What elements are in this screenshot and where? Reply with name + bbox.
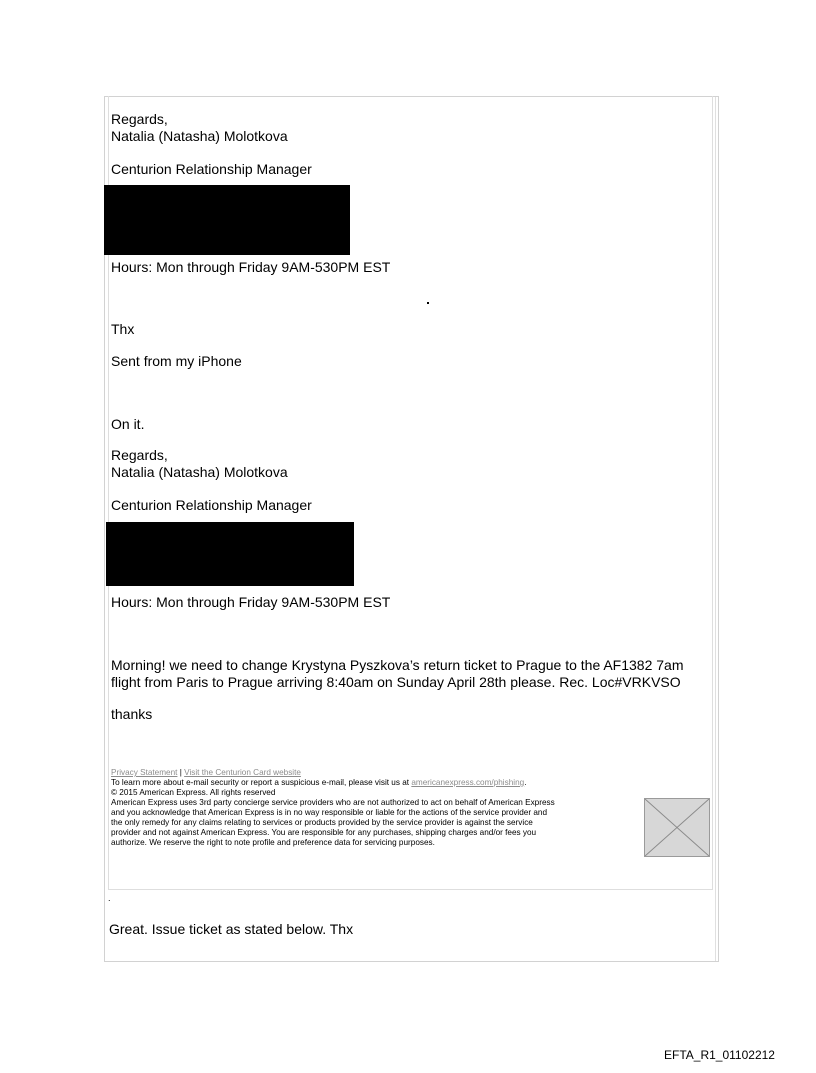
broken-image-icon — [645, 799, 709, 856]
request-text-line-2: flight from Paris to Prague arriving 8:40am on Sunday April 28th please. Rec. Loc#VRKVSO — [111, 674, 681, 690]
regards-text-1: Regards, — [111, 111, 168, 127]
phishing-link[interactable]: americanexpress.com/phishing — [411, 778, 525, 787]
on-it-text: On it. — [111, 416, 145, 432]
regards-text-2: Regards, — [111, 447, 168, 463]
sender-title-1: Centurion Relationship Manager — [111, 161, 312, 177]
link-separator: | — [177, 768, 185, 777]
sender-name-1: Natalia (Natasha) Molotkova — [111, 128, 288, 144]
disclaimer-line-1: American Express uses 3rd party concierge service providers who are not authorized to act on behalf of American Express — [111, 798, 555, 807]
reply-text: Great. Issue ticket as stated below. Thx — [109, 921, 354, 937]
footer-links-line — [111, 768, 301, 778]
hours-text-1: Hours: Mon through Friday 9AM-530PM EST — [111, 259, 391, 275]
hours-text-2: Hours: Mon through Friday 9AM-530PM EST — [111, 594, 391, 610]
copyright-text: © 2015 American Express. All rights reserved — [111, 788, 276, 797]
sender-title-2: Centurion Relationship Manager — [111, 497, 312, 513]
footer-security-line — [111, 778, 526, 788]
security-text: To learn more about e-mail security or report a suspicious e-mail, please visit us at — [111, 778, 412, 787]
sent-from-text: Sent from my iPhone — [111, 353, 242, 369]
disclaimer-line-2: and you acknowledge that American Express is in no way responsible or liable for the actions of the service provider and — [111, 808, 547, 817]
privacy-statement-link[interactable]: Privacy Statement — [111, 768, 178, 777]
broken-image-placeholder — [644, 798, 710, 857]
centurion-card-link[interactable]: Visit the Centurion Card website — [184, 768, 301, 777]
redaction-box-2 — [106, 522, 354, 586]
sender-name-2: Natalia (Natasha) Molotkova — [111, 464, 288, 480]
bates-number: EFTA_R1_01102212 — [664, 1048, 775, 1062]
disclaimer-line-3: the only remedy for any claims relating to services or products provided by the service provider is against the service — [111, 818, 533, 827]
disclaimer-line-4: provider and not against American Express. You are responsible for any purchases, shipping charges and/or fees you — [111, 828, 537, 837]
thx-text: Thx — [111, 321, 135, 337]
disclaimer-line-5: authorize. We reserve the right to note profile and preference data for servicing purposes. — [111, 838, 435, 847]
request-text-line-1: Morning! we need to change Krystyna Pyszkova’s return ticket to Prague to the AF1382 7am — [111, 657, 684, 673]
reply-dot: . — [108, 893, 111, 903]
redaction-box-1 — [104, 185, 350, 255]
security-end: . — [524, 778, 527, 787]
stray-dot — [427, 302, 429, 304]
thanks-text: thanks — [111, 706, 153, 722]
